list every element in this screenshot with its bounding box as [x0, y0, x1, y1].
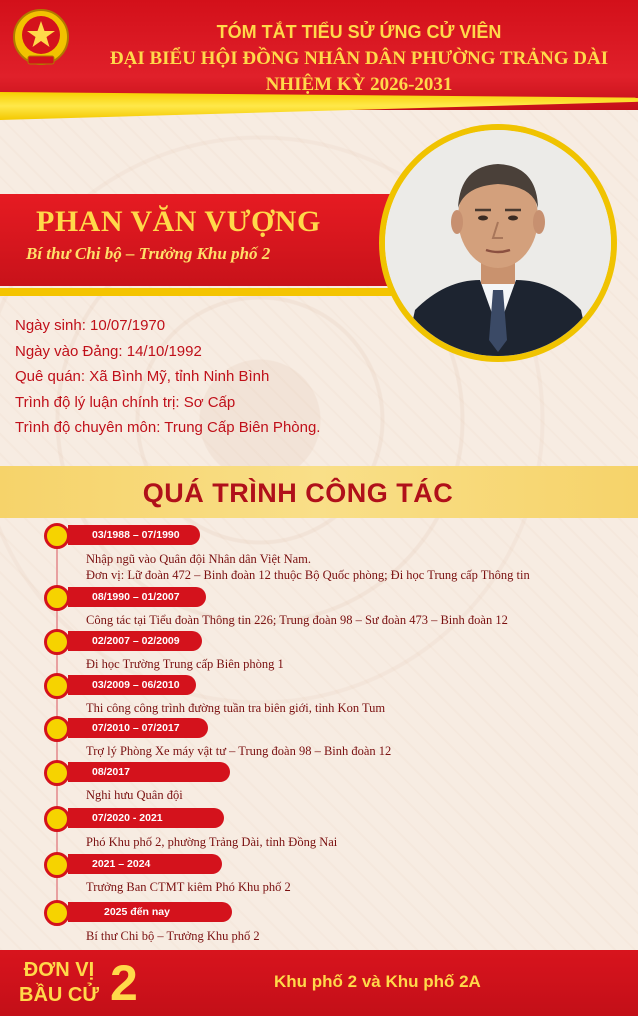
candidate-position: Bí thư Chi bộ – Trưởng Khu phố 2 [26, 244, 271, 263]
timeline-period: 08/1990 – 01/2007 [68, 587, 206, 607]
section-title: QUÁ TRÌNH CÔNG TÁC [142, 478, 454, 508]
timeline-desc: Phó Khu phố 2, phường Trảng Dài, tỉnh Đồng Nai [86, 835, 338, 849]
timeline-period: 2025 đến nay [68, 902, 232, 922]
timeline-desc: Đi học Trường Trung cấp Biên phòng 1 [86, 657, 284, 671]
timeline-dot-icon [44, 585, 70, 611]
electoral-unit-label: ĐƠN VỊ BẦU CỬ [19, 959, 99, 1006]
info-row-political-level: Trình độ lý luận chính trị: Sơ Cấp [15, 393, 236, 411]
candidate-name: PHAN VĂN VƯỢNG [36, 205, 321, 238]
timeline-desc: Công tác tại Tiểu đoàn Thông tin 226; Trung đoàn 98 – Sư đoàn 473 – Binh đoàn 12 [86, 613, 508, 627]
timeline-desc: Nghỉ hưu Quân đội [86, 788, 183, 802]
info-row-birth-date: Ngày sinh: 10/07/1970 [15, 317, 166, 334]
name-banner-accent [0, 288, 430, 296]
timeline-desc: Trợ lý Phòng Xe máy vật tư – Trung đoàn 98 – Binh đoàn 12 [86, 744, 392, 758]
timeline-desc: Trưởng Ban CTMT kiêm Phó Khu phố 2 [86, 880, 291, 894]
header-title-line2: ĐẠI BIỂU HỘI ĐỒNG NHÂN DÂN PHƯỜNG TRẢNG DÀI [109, 48, 609, 69]
electoral-unit-area: Khu phố 2 và Khu phố 2A [274, 972, 481, 991]
timeline-dot-icon [44, 523, 70, 549]
timeline-period: 03/2009 – 06/2010 [68, 675, 196, 695]
candidate-info [15, 316, 320, 444]
info-row-party-date: Ngày vào Đảng: 14/10/1992 [15, 342, 202, 360]
timeline-dot-icon [44, 673, 70, 699]
electoral-unit-number: 2 [110, 955, 138, 1011]
timeline-period: 03/1988 – 07/1990 [68, 525, 200, 545]
timeline-dot-icon [44, 852, 70, 878]
timeline-dot-icon [44, 900, 70, 926]
info-row-hometown: Quê quán: Xã Bình Mỹ, tỉnh Ninh Bình [15, 368, 270, 385]
header-title-line3: NHIỆM KỲ 2026-2031 [265, 74, 453, 95]
timeline-dot-icon [44, 806, 70, 832]
timeline-dot-icon [44, 716, 70, 742]
timeline-period: 08/2017 [68, 762, 230, 782]
info-row-professional-level: Trình độ chuyên môn: Trung Cấp Biên Phòng. [15, 419, 321, 436]
timeline-period: 07/2020 - 2021 [68, 808, 224, 828]
timeline-period: 02/2007 – 02/2009 [68, 631, 202, 651]
candidate-photo [385, 130, 611, 356]
candidate-photo-frame [379, 124, 617, 362]
timeline-period: 07/2010 – 07/2017 [68, 718, 208, 738]
timeline-period: 2021 – 2024 [68, 854, 222, 874]
timeline-desc: Nhập ngũ vào Quân đội Nhân dân Việt Nam. Đơn vị: Lữ đoàn 472 – Binh đoàn 12 thuộc Bộ Quốc phòng; Đi học Trung cấp Thông tin [86, 552, 530, 582]
timeline-desc: Bí thư Chi bộ – Trưởng Khu phố 2 [86, 929, 260, 943]
timeline-dot-icon [44, 629, 70, 655]
timeline-dot-icon [44, 760, 70, 786]
timeline-desc: Thi công công trình đường tuần tra biên giới, tỉnh Kon Tum [86, 701, 386, 715]
header-title-line1: TÓM TẮT TIỂU SỬ ỨNG CỬ VIÊN [216, 22, 502, 42]
